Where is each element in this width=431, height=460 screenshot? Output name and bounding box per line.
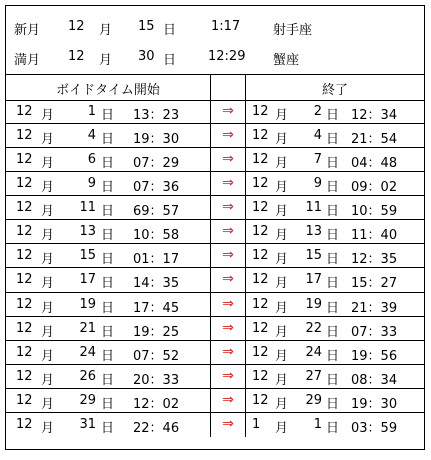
end-month-unit: 月 xyxy=(275,372,289,388)
end-time: 09：02 xyxy=(351,180,398,196)
start-time: 07：36 xyxy=(133,180,180,196)
arrow-cell xyxy=(210,413,246,437)
start-month: 12 xyxy=(16,104,33,119)
end-day-unit: 日 xyxy=(326,300,340,316)
start-day: 17 xyxy=(79,272,96,288)
start-day: 6 xyxy=(87,152,96,168)
table-row xyxy=(6,293,424,317)
end-month-unit: 月 xyxy=(275,204,289,220)
table-row xyxy=(6,148,424,172)
start-month: 12 xyxy=(16,272,33,288)
start-day: 1 xyxy=(87,104,96,119)
start-month: 12 xyxy=(16,224,33,240)
arrow-cell xyxy=(210,220,246,243)
table-row xyxy=(6,244,424,268)
start-month: 12 xyxy=(16,368,33,384)
end-day-unit: 日 xyxy=(326,420,340,436)
start-month: 12 xyxy=(16,176,33,192)
end-month-unit: 月 xyxy=(275,348,289,364)
column-header xyxy=(6,74,424,101)
start-time: 19：25 xyxy=(133,324,180,340)
start-time: 07：29 xyxy=(133,156,180,172)
start-day: 13 xyxy=(79,224,96,240)
end-day: 15 xyxy=(305,248,322,264)
start-day: 24 xyxy=(79,344,96,360)
end-time: 21：54 xyxy=(351,132,398,148)
start-time: 19：30 xyxy=(133,132,180,148)
arrow-cell xyxy=(210,124,246,147)
start-month-unit: 月 xyxy=(41,348,55,364)
column-arrow-spacer xyxy=(210,75,246,100)
start-month-unit: 月 xyxy=(41,108,55,123)
end-month-unit: 月 xyxy=(275,108,289,123)
start-time: 17：45 xyxy=(133,300,180,316)
end-month: 12 xyxy=(252,392,269,408)
arrow-cell xyxy=(210,341,246,364)
column-end-label: 終了 xyxy=(321,83,348,98)
start-day-unit: 日 xyxy=(101,348,115,364)
end-day-unit: 日 xyxy=(326,156,340,172)
end-month: 12 xyxy=(252,176,269,192)
start-time: 69：57 xyxy=(133,204,180,220)
end-month-unit: 月 xyxy=(275,276,289,292)
right-arrow-icon: ⇒ xyxy=(222,199,234,216)
start-month-unit: 月 xyxy=(41,276,55,292)
end-time: 10：59 xyxy=(351,204,398,220)
full-moon-day-unit: 日 xyxy=(163,53,177,68)
end-day-unit: 日 xyxy=(326,372,340,388)
start-month-unit: 月 xyxy=(41,132,55,148)
end-month-unit: 月 xyxy=(275,420,289,436)
full-moon-label: 満月 xyxy=(14,53,41,68)
end-month-unit: 月 xyxy=(275,156,289,172)
end-month: 12 xyxy=(252,344,269,360)
right-arrow-icon: ⇒ xyxy=(222,247,234,264)
start-day-unit: 日 xyxy=(101,276,115,292)
start-day-unit: 日 xyxy=(101,204,115,220)
end-time: 15：27 xyxy=(351,276,398,292)
start-month: 12 xyxy=(16,128,33,144)
end-month: 12 xyxy=(252,152,269,168)
start-day-unit: 日 xyxy=(101,396,115,412)
column-start-label: ボイドタイム開始 xyxy=(56,83,160,98)
end-month-unit: 月 xyxy=(275,228,289,244)
start-time: 01：17 xyxy=(133,252,180,268)
start-time: 07：52 xyxy=(133,348,180,364)
start-time: 14：35 xyxy=(133,276,180,292)
new-moon-day: 15 xyxy=(138,19,155,34)
end-month: 12 xyxy=(252,128,269,144)
table-row xyxy=(6,341,424,365)
end-day: 1 xyxy=(313,416,322,432)
end-month: 12 xyxy=(252,200,269,216)
table-row xyxy=(6,196,424,220)
start-day-unit: 日 xyxy=(101,156,115,172)
start-day: 31 xyxy=(79,416,96,432)
table-row xyxy=(6,413,424,437)
start-day: 21 xyxy=(79,320,96,336)
arrow-cell xyxy=(210,172,246,195)
right-arrow-icon: ⇒ xyxy=(222,415,234,432)
end-day-unit: 日 xyxy=(326,132,340,148)
start-time: 12：02 xyxy=(133,396,180,412)
end-month-unit: 月 xyxy=(275,252,289,268)
end-time: 07：33 xyxy=(351,324,398,340)
end-day-unit: 日 xyxy=(326,396,340,412)
end-day: 7 xyxy=(313,152,322,168)
start-month: 12 xyxy=(16,344,33,360)
arrow-cell xyxy=(210,317,246,340)
start-month-unit: 月 xyxy=(41,420,55,436)
arrow-cell xyxy=(210,244,246,267)
void-time-rows xyxy=(6,100,424,437)
start-month-unit: 月 xyxy=(41,396,55,412)
end-day-unit: 日 xyxy=(326,252,340,268)
start-time: 10：58 xyxy=(133,228,180,244)
table-row xyxy=(6,172,424,196)
end-day: 22 xyxy=(305,320,322,336)
start-time: 13：23 xyxy=(133,108,180,123)
new-moon-month-unit: 月 xyxy=(99,23,113,38)
start-day: 15 xyxy=(79,248,96,264)
end-month: 1 xyxy=(252,416,261,432)
start-month-unit: 月 xyxy=(41,228,55,244)
full-moon-month-unit: 月 xyxy=(99,53,113,68)
right-arrow-icon: ⇒ xyxy=(222,127,234,144)
arrow-cell xyxy=(210,293,246,316)
start-month: 12 xyxy=(16,320,33,336)
end-day: 27 xyxy=(305,368,322,384)
end-time: 11：40 xyxy=(351,228,398,244)
start-day: 9 xyxy=(87,176,96,192)
right-arrow-icon: ⇒ xyxy=(222,391,234,408)
full-moon-row xyxy=(6,42,424,71)
arrow-cell xyxy=(210,389,246,412)
new-moon-row xyxy=(6,12,424,41)
start-month: 12 xyxy=(16,248,33,264)
right-arrow-icon: ⇒ xyxy=(222,271,234,288)
start-day-unit: 日 xyxy=(101,252,115,268)
new-moon-day-unit: 日 xyxy=(163,23,177,38)
end-day: 13 xyxy=(305,224,322,240)
start-day-unit: 日 xyxy=(101,300,115,316)
right-arrow-icon: ⇒ xyxy=(222,103,234,119)
start-day-unit: 日 xyxy=(101,420,115,436)
table-row xyxy=(6,365,424,389)
start-month-unit: 月 xyxy=(41,300,55,316)
start-day: 26 xyxy=(79,368,96,384)
table-row xyxy=(6,220,424,244)
end-day: 2 xyxy=(313,104,322,119)
end-day: 29 xyxy=(305,392,322,408)
end-time: 12：34 xyxy=(351,108,398,123)
start-day-unit: 日 xyxy=(101,180,115,196)
start-day: 11 xyxy=(79,200,96,216)
arrow-cell xyxy=(210,365,246,388)
end-day: 11 xyxy=(305,200,322,216)
new-moon-sign: 射手座 xyxy=(273,23,313,38)
new-moon-label: 新月 xyxy=(14,23,41,38)
end-day: 24 xyxy=(305,344,322,360)
start-day-unit: 日 xyxy=(101,324,115,340)
end-month: 12 xyxy=(252,224,269,240)
end-day: 9 xyxy=(313,176,322,192)
end-month: 12 xyxy=(252,248,269,264)
table-row xyxy=(6,317,424,341)
start-month: 12 xyxy=(16,392,33,408)
table-row xyxy=(6,268,424,292)
start-month: 12 xyxy=(16,200,33,216)
right-arrow-icon: ⇒ xyxy=(222,343,234,360)
end-month: 12 xyxy=(252,104,269,119)
void-time-table xyxy=(5,5,425,450)
end-day-unit: 日 xyxy=(326,276,340,292)
new-moon-month: 12 xyxy=(68,19,85,34)
right-arrow-icon: ⇒ xyxy=(222,175,234,192)
right-arrow-icon: ⇒ xyxy=(222,223,234,240)
start-day: 4 xyxy=(87,128,96,144)
end-month: 12 xyxy=(252,368,269,384)
end-day-unit: 日 xyxy=(326,324,340,340)
start-time: 22：46 xyxy=(133,420,180,436)
full-moon-sign: 蟹座 xyxy=(273,53,300,68)
arrow-cell xyxy=(210,100,246,123)
start-day-unit: 日 xyxy=(101,132,115,148)
end-month-unit: 月 xyxy=(275,132,289,148)
start-month: 12 xyxy=(16,416,33,432)
right-arrow-icon: ⇒ xyxy=(222,367,234,384)
start-time: 20：33 xyxy=(133,372,180,388)
end-month-unit: 月 xyxy=(275,300,289,316)
start-month-unit: 月 xyxy=(41,324,55,340)
end-day-unit: 日 xyxy=(326,108,340,123)
end-day-unit: 日 xyxy=(326,228,340,244)
end-time: 03：59 xyxy=(351,420,398,436)
right-arrow-icon: ⇒ xyxy=(222,151,234,168)
end-time: 21：39 xyxy=(351,300,398,316)
end-month-unit: 月 xyxy=(275,396,289,412)
start-month-unit: 月 xyxy=(41,180,55,196)
end-time: 04：48 xyxy=(351,156,398,172)
arrow-cell xyxy=(210,148,246,171)
full-moon-month: 12 xyxy=(68,49,85,64)
end-month-unit: 月 xyxy=(275,324,289,340)
arrow-cell xyxy=(210,268,246,291)
end-month-unit: 月 xyxy=(275,180,289,196)
arrow-cell xyxy=(210,196,246,219)
end-day-unit: 日 xyxy=(326,204,340,220)
table-row xyxy=(6,124,424,148)
end-month: 12 xyxy=(252,272,269,288)
start-day: 29 xyxy=(79,392,96,408)
end-time: 12：35 xyxy=(351,252,398,268)
end-time: 19：56 xyxy=(351,348,398,364)
right-arrow-icon: ⇒ xyxy=(222,295,234,312)
end-day: 4 xyxy=(313,128,322,144)
end-day-unit: 日 xyxy=(326,348,340,364)
end-time: 19：30 xyxy=(351,396,398,412)
end-time: 08：34 xyxy=(351,372,398,388)
start-day: 19 xyxy=(79,296,96,312)
end-month: 12 xyxy=(252,296,269,312)
start-day-unit: 日 xyxy=(101,108,115,123)
new-moon-time: 1:17 xyxy=(211,19,241,34)
table-row xyxy=(6,389,424,413)
start-month-unit: 月 xyxy=(41,156,55,172)
end-day: 17 xyxy=(305,272,322,288)
right-arrow-icon: ⇒ xyxy=(222,319,234,336)
start-month-unit: 月 xyxy=(41,372,55,388)
start-month-unit: 月 xyxy=(41,204,55,220)
table-row xyxy=(6,100,424,124)
start-month-unit: 月 xyxy=(41,252,55,268)
start-month: 12 xyxy=(16,152,33,168)
end-day: 19 xyxy=(305,296,322,312)
full-moon-day: 30 xyxy=(138,49,155,64)
start-month: 12 xyxy=(16,296,33,312)
start-day-unit: 日 xyxy=(101,372,115,388)
full-moon-time: 12:29 xyxy=(208,49,246,64)
start-day-unit: 日 xyxy=(101,228,115,244)
end-day-unit: 日 xyxy=(326,180,340,196)
end-month: 12 xyxy=(252,320,269,336)
